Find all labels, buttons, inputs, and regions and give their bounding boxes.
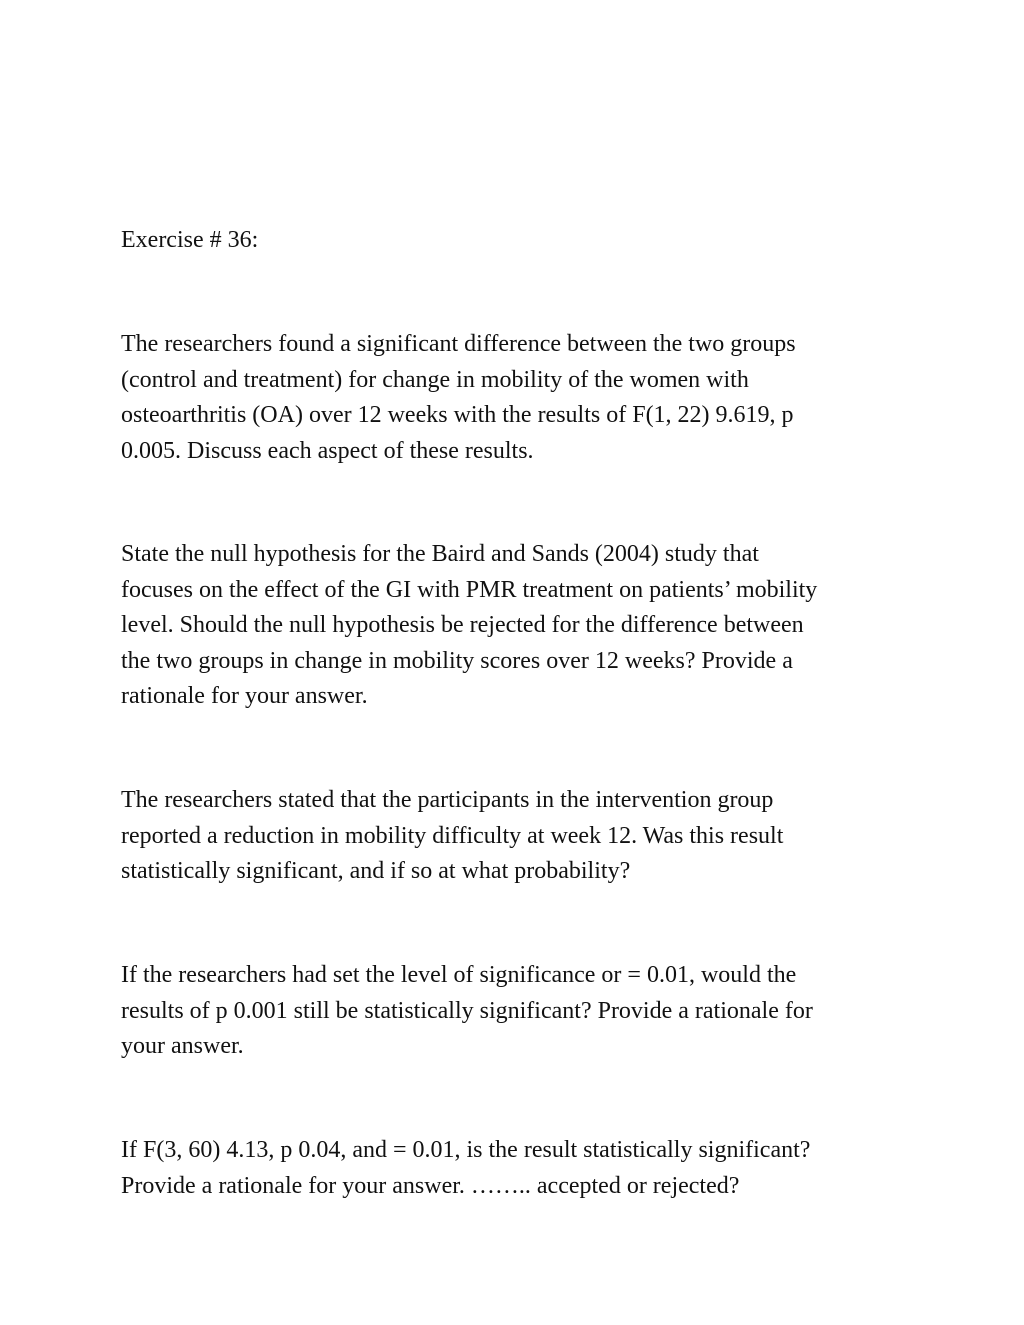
paragraph-line: 0.005. Discuss each aspect of these results. xyxy=(121,437,534,464)
paragraph-line: rationale for your answer. xyxy=(121,683,368,709)
paragraph-line: results of p 0.001 still be statistically significant? Provide a rationale for xyxy=(121,997,813,1024)
paragraph-line: State the null hypothesis for the Baird and Sands (2004) study that xyxy=(121,541,759,567)
paragraph-line: The researchers stated that the participants in the intervention group xyxy=(121,787,774,813)
question-paragraph-2 xyxy=(121,537,911,715)
paragraph-line: your answer. xyxy=(121,1033,244,1059)
paragraph-line: Provide a rationale for your answer. …….. accepted or rejected? xyxy=(121,1172,740,1199)
paragraph-line: The researchers found a significant difference between the two groups xyxy=(121,331,796,357)
paragraph-line: reported a reduction in mobility difficulty at week 12. Was this result xyxy=(121,822,784,849)
paragraph-line: statistically significant, and if so at what probability? xyxy=(121,858,631,884)
paragraph-line: If the researchers had set the level of significance or = 0.01, would the xyxy=(121,962,797,988)
question-paragraph-4 xyxy=(121,958,911,1065)
question-paragraph-5 xyxy=(121,1133,911,1204)
question-paragraph-3 xyxy=(121,783,911,890)
paragraph-line: (control and treatment) for change in mobility of the women with xyxy=(121,366,749,393)
paragraph-line: focuses on the effect of the GI with PMR treatment on patients’ mobility xyxy=(121,576,818,603)
exercise-title: Exercise # 36: xyxy=(121,227,259,253)
paragraph-line: level. Should the null hypothesis be rejected for the difference between xyxy=(121,612,804,638)
paragraph-line: the two groups in change in mobility scores over 12 weeks? Provide a xyxy=(121,647,793,674)
paragraph-line: If F(3, 60) 4.13, p 0.04, and = 0.01, is the result statistically significant? xyxy=(121,1137,811,1163)
paragraph-line: osteoarthritis (OA) over 12 weeks with the results of F(1, 22) 9.619, p xyxy=(121,402,794,428)
question-paragraph-1 xyxy=(121,327,911,469)
